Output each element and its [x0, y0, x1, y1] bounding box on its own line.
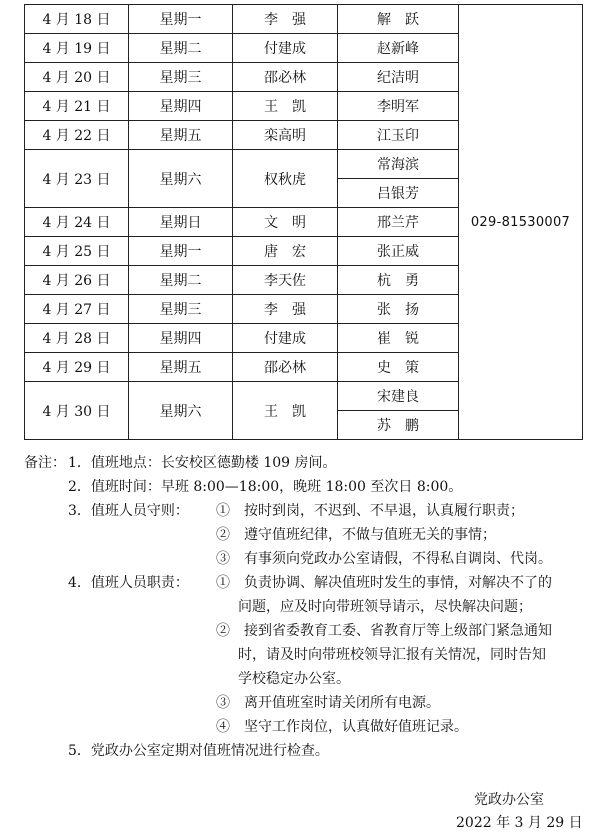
weekday-cell: 星期三 — [129, 63, 233, 92]
date-cell: 4 月 21 日 — [25, 92, 129, 121]
weekday-cell: 星期五 — [129, 121, 233, 150]
note-4-item-1-line-2: 问题，应及时向带班领导请示，尽快解决问题； — [238, 599, 532, 615]
phone-cell: 029-81530007 — [459, 5, 583, 440]
note-5: 5．党政办公室定期对值班情况进行检查。 — [68, 743, 329, 759]
staff-cell: 江玉印 — [338, 121, 459, 150]
note-4-item-4: ④ 坚守工作岗位，认真做好值班记录。 — [216, 719, 468, 735]
weekday-cell: 星期四 — [129, 324, 233, 353]
leader-cell: 付建成 — [233, 34, 338, 63]
leader-cell: 邵必林 — [233, 353, 338, 382]
date-cell: 4 月 23 日 — [25, 150, 129, 208]
staff-cell: 苏 鹏 — [338, 411, 459, 440]
staff-cell: 张 扬 — [338, 295, 459, 324]
staff-cell: 解 跃 — [338, 5, 459, 34]
date-cell: 4 月 22 日 — [25, 121, 129, 150]
leader-cell: 邵必林 — [233, 63, 338, 92]
leader-cell: 文 明 — [233, 208, 338, 237]
weekday-cell: 星期一 — [129, 237, 233, 266]
leader-cell: 付建成 — [233, 324, 338, 353]
note-3-item-1: ① 按时到岗，不迟到、不早退，认真履行职责； — [216, 503, 524, 519]
duty-table-body — [25, 5, 583, 440]
staff-cell: 史 策 — [338, 353, 459, 382]
staff-cell: 吕银芳 — [338, 179, 459, 208]
note-4-label: 4．值班人员职责： — [68, 575, 189, 591]
weekday-cell: 星期二 — [129, 34, 233, 63]
signature-office: 党政办公室 — [474, 792, 544, 808]
date-cell: 4 月 25 日 — [25, 237, 129, 266]
weekday-cell: 星期五 — [129, 353, 233, 382]
leader-cell: 栾高明 — [233, 121, 338, 150]
weekday-cell: 星期四 — [129, 92, 233, 121]
staff-cell: 宋建良 — [338, 382, 459, 411]
date-cell: 4 月 20 日 — [25, 63, 129, 92]
leader-cell: 李天佐 — [233, 266, 338, 295]
staff-cell: 张正威 — [338, 237, 459, 266]
date-cell: 4 月 18 日 — [25, 5, 129, 34]
leader-cell: 王 凯 — [233, 382, 338, 440]
note-4-item-2-line-3: 学校稳定办公室。 — [238, 671, 350, 687]
date-cell: 4 月 29 日 — [25, 353, 129, 382]
date-cell: 4 月 19 日 — [25, 34, 129, 63]
leader-cell: 李 强 — [233, 295, 338, 324]
duty-schedule-table — [24, 4, 583, 440]
note-3-item-3: ③ 有事须向党政办公室请假，不得私自调岗、代岗。 — [216, 551, 552, 567]
leader-cell: 王 凯 — [233, 92, 338, 121]
weekday-cell: 星期一 — [129, 5, 233, 34]
weekday-cell: 星期二 — [129, 266, 233, 295]
table-row — [25, 5, 583, 34]
note-3-label: 3．值班人员守则： — [68, 503, 189, 519]
leader-cell: 权秋虎 — [233, 150, 338, 208]
staff-cell: 邢兰芹 — [338, 208, 459, 237]
date-cell: 4 月 27 日 — [25, 295, 129, 324]
note-2: 2．值班时间：早班 8:00—18:00，晚班 18:00 至次日 8:00。 — [68, 479, 463, 495]
date-cell: 4 月 24 日 — [25, 208, 129, 237]
weekday-cell: 星期六 — [129, 382, 233, 440]
note-4-item-3: ③ 离开值班室时请关闭所有电源。 — [216, 695, 440, 711]
date-cell: 4 月 26 日 — [25, 266, 129, 295]
date-cell: 4 月 30 日 — [25, 382, 129, 440]
staff-cell: 常海滨 — [338, 150, 459, 179]
note-1: 1．值班地点：长安校区德勤楼 109 房间。 — [68, 455, 337, 471]
staff-cell: 杭 勇 — [338, 266, 459, 295]
notes-label: 备注： — [24, 455, 66, 471]
signature-date: 2022 年 3 月 29 日 — [456, 815, 583, 831]
weekday-cell: 星期日 — [129, 208, 233, 237]
staff-cell: 赵新峰 — [338, 34, 459, 63]
weekday-cell: 星期三 — [129, 295, 233, 324]
leader-cell: 唐 宏 — [233, 237, 338, 266]
note-4-item-2-line-2: 时，请及时向带班校领导汇报有关情况，同时告知 — [238, 647, 546, 663]
weekday-cell: 星期六 — [129, 150, 233, 208]
date-cell: 4 月 28 日 — [25, 324, 129, 353]
staff-cell: 纪洁明 — [338, 63, 459, 92]
note-4-item-2-line-1: ② 接到省委教育工委、省教育厅等上级部门紧急通知 — [216, 623, 552, 639]
note-4-item-1-line-1: ① 负责协调、解决值班时发生的事情，对解决不了的 — [216, 575, 552, 591]
staff-cell: 李明军 — [338, 92, 459, 121]
leader-cell: 李 强 — [233, 5, 338, 34]
note-3-item-2: ② 遵守值班纪律，不做与值班无关的事情； — [216, 527, 496, 543]
staff-cell: 崔 锐 — [338, 324, 459, 353]
